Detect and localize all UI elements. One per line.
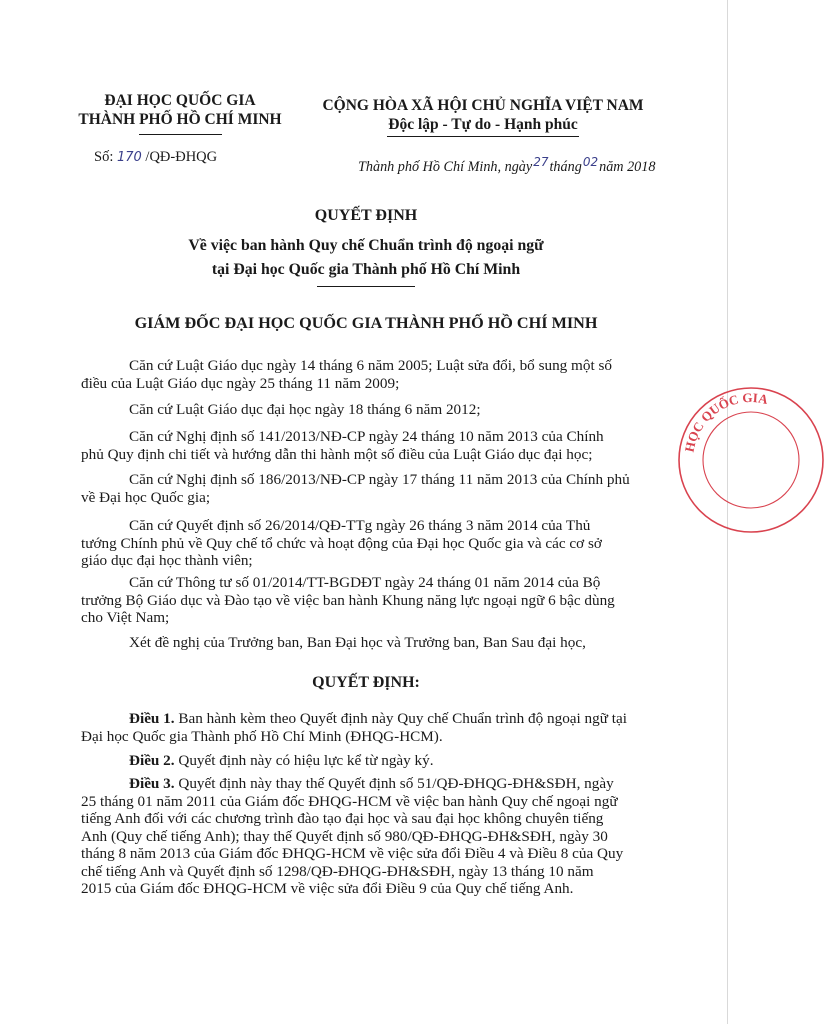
- legal-basis-6: [81, 574, 642, 627]
- article-3-line-5: tháng 8 năm 2013 của Giám đốc ĐHQG-HCM về việc sửa đổi Điều 4 và Điều 8 của Quy: [81, 845, 624, 862]
- article-3-line-2: 25 tháng 01 năm 2011 của Giám đốc ĐHQG-HCM về việc ban hành Quy chế ngoại ngữ: [81, 792, 618, 810]
- organization-line-2: THÀNH PHỐ HỒ CHÍ MINH: [78, 111, 282, 128]
- legal-basis-2: [81, 401, 642, 419]
- article-1: [81, 710, 642, 745]
- article-3-line-4: Anh (Quy chế tiếng Anh); thay thế Quyết định số 980/QĐ-ĐHQG-ĐH&SĐH, ngày 30: [81, 827, 608, 845]
- article-2-label: Điều 2.: [129, 752, 175, 769]
- issue-date: [358, 155, 656, 176]
- document-number: [94, 149, 217, 166]
- legal-basis-3-line-1: Căn cứ Nghị định số 141/2013/NĐ-CP ngày 24 tháng 10 năm 2013 của Chính: [129, 428, 604, 445]
- article-3-line-3: tiếng Anh đối với các chương trình đào tạo đại học và sau đại học không chuyên tiếng: [81, 810, 604, 827]
- handwritten-day: 27: [533, 155, 549, 169]
- article-2: [81, 752, 642, 770]
- legal-basis-3: [81, 428, 642, 463]
- seal-text-path: HỌC QUỐC GIA: [681, 389, 770, 454]
- seal-inner-ring: [703, 412, 799, 508]
- article-1-line-1: [81, 710, 642, 728]
- article-3-text-1: Quyết định này thay thế Quyết định số 51/QĐ-ĐHQG-ĐH&SĐH, ngày: [174, 775, 614, 792]
- article-1-label: Điều 1.: [129, 710, 175, 727]
- article-1-text-1: Ban hành kèm theo Quyết định này Quy chế Chuẩn trình độ ngoại ngữ tại: [174, 710, 627, 727]
- date-year: năm 2018: [599, 159, 656, 175]
- legal-basis-6-line-3: cho Việt Nam;: [81, 609, 170, 626]
- legal-basis-4: [81, 471, 642, 506]
- legal-basis-6-line-2: trưởng Bộ Giáo dục và Đào tạo về việc ban hành Khung năng lực ngoại ngữ 6 bậc dùng: [81, 591, 615, 609]
- motto-underline: [387, 136, 579, 137]
- article-3-line-1: [81, 775, 642, 793]
- legal-basis-1-line-1: Căn cứ Luật Giáo dục ngày 14 tháng 6 năm 2005; Luật sửa đổi, bổ sung một số: [129, 357, 612, 374]
- document-title: QUYẾT ĐỊNH: [314, 207, 418, 224]
- red-seal-stamp: [676, 385, 826, 535]
- document-subtitle-line-1: Về việc ban hành Quy chế Chuẩn trình độ ngoại ngữ: [188, 237, 544, 254]
- legal-basis-1: [81, 357, 642, 392]
- decision-heading: QUYẾT ĐỊNH:: [312, 674, 420, 691]
- seal-text: [682, 390, 770, 454]
- organization-name: [72, 91, 288, 129]
- article-3-line-6: chế tiếng Anh và Quyết định số 1298/QĐ-ĐHQG-ĐH&SĐH, ngày 13 tháng 10 năm: [81, 862, 594, 880]
- proposal-basis: [81, 634, 642, 652]
- article-2-text-1: Quyết định này có hiệu lực kể từ ngày ký.: [174, 752, 434, 769]
- nation-line-1: CỘNG HÒA XÃ HỘI CHỦ NGHĨA VIỆT NAM: [322, 97, 644, 114]
- article-1-line-2: Đại học Quốc gia Thành phố Hồ Chí Minh (ĐHQG-HCM).: [81, 727, 443, 745]
- document-number-prefix: Số:: [94, 149, 114, 165]
- article-3-label: Điều 3.: [129, 775, 175, 792]
- organization-line-1: ĐẠI HỌC QUỐC GIA: [104, 92, 256, 109]
- date-month-label: tháng: [549, 159, 582, 175]
- legal-basis-4-line-2: về Đại học Quốc gia;: [81, 488, 211, 506]
- seal-outer-ring: [679, 388, 823, 532]
- legal-basis-5-line-3: giáo dục đại học thành viên;: [81, 552, 253, 569]
- legal-basis-1-line-2: điều của Luật Giáo dục ngày 25 tháng 11 năm 2009;: [81, 374, 400, 392]
- title-underline: [317, 286, 415, 287]
- legal-basis-5-line-2: tướng Chính phủ về Quy chế tổ chức và hoạt động của Đại học Quốc gia và các cơ sở: [81, 534, 602, 552]
- document-number-suffix: /QĐ-ĐHQG: [145, 149, 218, 165]
- proposal-basis-line-1: Xét đề nghị của Trưởng ban, Ban Đại học và Trưởng ban, Ban Sau đại học,: [129, 634, 586, 651]
- nation-motto: Độc lập - Tự do - Hạnh phúc: [388, 116, 578, 133]
- legal-basis-5-line-1: Căn cứ Quyết định số 26/2014/QĐ-TTg ngày 26 tháng 3 năm 2014 của Thủ: [129, 517, 591, 534]
- handwritten-number: 170: [116, 150, 142, 165]
- article-3: [81, 775, 642, 898]
- legal-basis-5: [81, 517, 642, 570]
- legal-basis-4-line-1: Căn cứ Nghị định số 186/2013/NĐ-CP ngày 17 tháng 11 năm 2013 của Chính phủ: [129, 471, 630, 488]
- document-subtitle-line-2: tại Đại học Quốc gia Thành phố Hồ Chí Minh: [211, 261, 521, 278]
- issuing-authority: GIÁM ĐỐC ĐẠI HỌC QUỐC GIA THÀNH PHỐ HỒ CHÍ MINH: [134, 314, 598, 332]
- date-prefix: Thành phố Hồ Chí Minh, ngày: [358, 159, 533, 175]
- legal-basis-3-line-2: phủ Quy định chi tiết và hướng dẫn thi hành một số điều của Luật Giáo dục đại học;: [81, 445, 593, 463]
- article-2-line-1: [81, 752, 642, 770]
- organization-underline: [139, 134, 222, 135]
- nation-header: [308, 96, 658, 134]
- legal-basis-6-line-1: Căn cứ Thông tư số 01/2014/TT-BGDĐT ngày 24 tháng 01 năm 2014 của Bộ: [129, 574, 601, 591]
- legal-basis-2-line-1: Căn cứ Luật Giáo dục đại học ngày 18 tháng 6 năm 2012;: [129, 401, 481, 418]
- handwritten-month: 02: [582, 155, 599, 169]
- article-3-line-7: 2015 của Giám đốc ĐHQG-HCM về việc sửa đổi Điều 9 của Quy chế tiếng Anh.: [81, 880, 574, 897]
